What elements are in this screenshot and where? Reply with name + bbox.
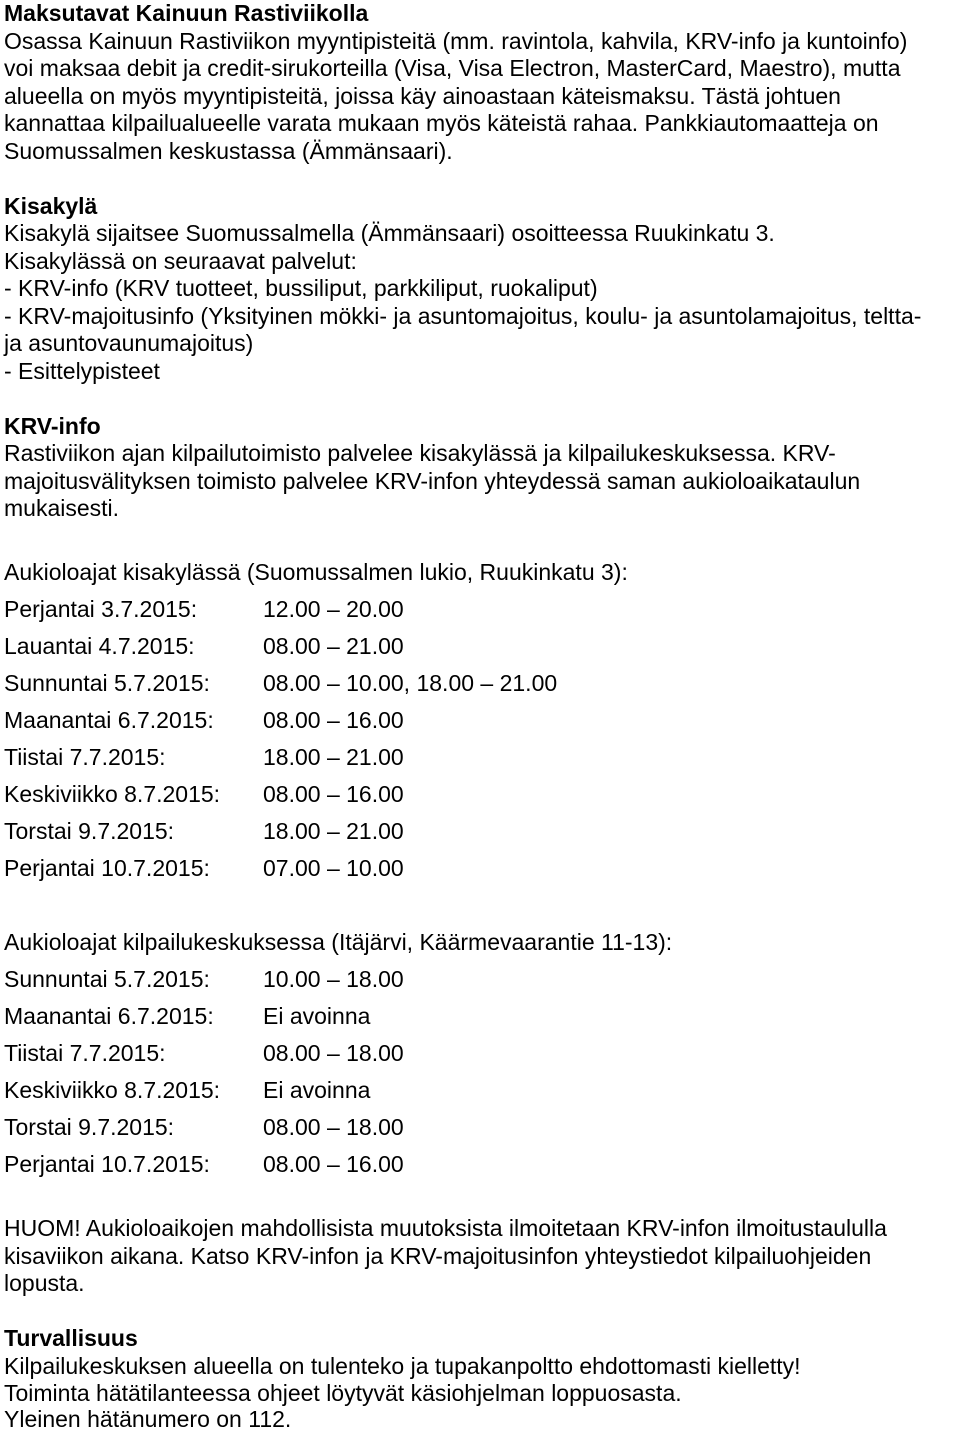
schedule-row (4, 1072, 960, 1109)
schedule-hours: 18.00 – 21.00 (263, 743, 404, 770)
schedule-row (4, 813, 960, 850)
schedule-day: Tiistai 7.7.2015: (4, 1039, 166, 1066)
safety-section (4, 1325, 960, 1430)
schedule-hours: 08.00 – 16.00 (263, 706, 404, 733)
payment-paragraph-line: kannattaa kilpailualueelle varata mukaan myös käteistä rahaa. Pankkiautomaatteja on (4, 110, 879, 136)
schedule-hours: 08.00 – 21.00 (263, 632, 404, 659)
schedule-day: Perjantai 10.7.2015: (4, 1150, 210, 1177)
schedule-day: Torstai 9.7.2015: (4, 817, 175, 844)
notice-paragraph-line: kisaviikon aikana. Katso KRV-infon ja KRV-majoitusinfon yhteystiedot kilpailuohjeiden (4, 1242, 872, 1269)
schedule-day: Torstai 9.7.2015: (4, 1113, 175, 1140)
safety-heading: Turvallisuus (4, 1325, 138, 1352)
schedule-day: Tiistai 7.7.2015: (4, 743, 166, 770)
payment-heading: Maksutavat Kainuun Rastiviikolla (4, 0, 369, 26)
schedule-day: Sunnuntai 5.7.2015: (4, 965, 210, 992)
payment-paragraph-line: alueella on myös myyntipisteitä, joissa käy ainoastaan käteismaksu. Tästä johtuen (4, 82, 841, 109)
schedule-row (4, 850, 960, 887)
schedule-row (4, 1109, 960, 1146)
schedule-row (4, 961, 960, 998)
payment-paragraph-line: voi maksaa debit ja credit-sirukorteilla (Visa, Visa Electron, MasterCard, Maestro), mutta (4, 55, 901, 81)
schedule-row (4, 998, 960, 1035)
payment-section (4, 0, 960, 165)
emergency-number-line: Yleinen hätänumero on 112. (4, 1405, 292, 1432)
safety-paragraph-line: Kilpailukeskuksen alueella on tulenteko ja tupakanpoltto ehdottomasti kielletty! (4, 1352, 801, 1379)
schedule-hours: 12.00 – 20.00 (263, 595, 404, 622)
schedule-row (4, 665, 960, 702)
kisakyla-service-item: - KRV-info (KRV tuotteet, bussiliput, parkkiliput, ruokaliput) (4, 275, 598, 301)
payment-paragraph-line: Suomussalmen keskustassa (Ämmänsaari). (4, 137, 453, 164)
schedule-hours: 18.00 – 21.00 (263, 817, 404, 844)
krv-info-paragraph-line: Rastiviikon ajan kilpailutoimisto palvelee kisakylässä ja kilpailukeskuksessa. KRV- (4, 440, 836, 466)
schedule-title: Aukioloajat kilpailukeskuksessa (Itäjärvi, Käärmevaarantie 11-13): (4, 928, 673, 955)
schedule-day: Keskiviikko 8.7.2015: (4, 780, 221, 807)
schedule-day: Sunnuntai 5.7.2015: (4, 669, 210, 696)
kisakyla-paragraph-line: Kisakylässä on seuraavat palvelut: (4, 247, 357, 274)
schedule-row (4, 739, 960, 776)
schedule-day: Maanantai 6.7.2015: (4, 1002, 214, 1029)
schedule-hours: 08.00 – 18.00 (263, 1113, 404, 1140)
schedule-row (4, 702, 960, 739)
schedule-hours: 08.00 – 18.00 (263, 1039, 404, 1066)
krv-info-section (4, 413, 960, 523)
hours-kisakyla-section (4, 554, 960, 887)
payment-paragraph-line: Osassa Kainuun Rastiviikon myyntipisteitä (mm. ravintola, kahvila, KRV-info ja kuntoinfo) (4, 27, 908, 54)
schedule-day: Perjantai 10.7.2015: (4, 854, 210, 881)
schedule-row (4, 1146, 960, 1183)
schedule-title: Aukioloajat kisakylässä (Suomussalmen lukio, Ruukinkatu 3): (4, 558, 628, 585)
kisakyla-paragraph-line: Kisakylä sijaitsee Suomussalmella (Ämmänsaari) osoitteessa Ruukinkatu 3. (4, 220, 775, 246)
schedule-hours: 08.00 – 16.00 (263, 780, 404, 807)
notice-paragraph-line: lopusta. (4, 1270, 85, 1297)
schedule-row (4, 591, 960, 628)
kisakyla-heading: Kisakylä (4, 192, 98, 219)
schedule-hours: Ei avoinna (263, 1076, 371, 1103)
schedule-row (4, 628, 960, 665)
krv-info-heading: KRV-info (4, 412, 101, 439)
schedule-row (4, 776, 960, 813)
krv-info-paragraph-line: majoitusvälityksen toimisto palvelee KRV-infon yhteydessä saman aukioloaikataulun (4, 467, 861, 494)
kisakyla-section (4, 193, 960, 386)
schedule-day: Lauantai 4.7.2015: (4, 632, 195, 659)
schedule-hours: 08.00 – 10.00, 18.00 – 21.00 (263, 669, 558, 696)
kisakyla-service-item: - KRV-majoitusinfo (Yksityinen mökki- ja asuntomajoitus, koulu- ja asuntolamajoitus, teltta- (4, 302, 922, 329)
safety-paragraph-line: Toiminta hätätilanteessa ohjeet löytyvät käsiohjelman loppuosasta. (4, 1380, 682, 1407)
schedule-day: Maanantai 6.7.2015: (4, 706, 214, 733)
notice-paragraph-line: HUOM! Aukioloaikojen mahdollisista muutoksista ilmoitetaan KRV-infon ilmoitustaululla (4, 1215, 887, 1242)
schedule-hours: 10.00 – 18.00 (263, 965, 404, 992)
schedule-hours: 08.00 – 16.00 (263, 1150, 404, 1177)
notice-section (4, 1215, 960, 1298)
kisakyla-service-item-continued: ja asuntovaunumajoitus) (4, 330, 254, 356)
schedule-hours: 07.00 – 10.00 (263, 854, 404, 881)
schedule-row (4, 1035, 960, 1072)
hours-kilpailukeskus-section (4, 924, 960, 1183)
schedule-hours: Ei avoinna (263, 1002, 371, 1029)
schedule-day: Perjantai 3.7.2015: (4, 595, 198, 622)
kisakyla-service-item: - Esittelypisteet (4, 357, 160, 384)
schedule-day: Keskiviikko 8.7.2015: (4, 1076, 221, 1103)
krv-info-paragraph-line: mukaisesti. (4, 495, 120, 521)
